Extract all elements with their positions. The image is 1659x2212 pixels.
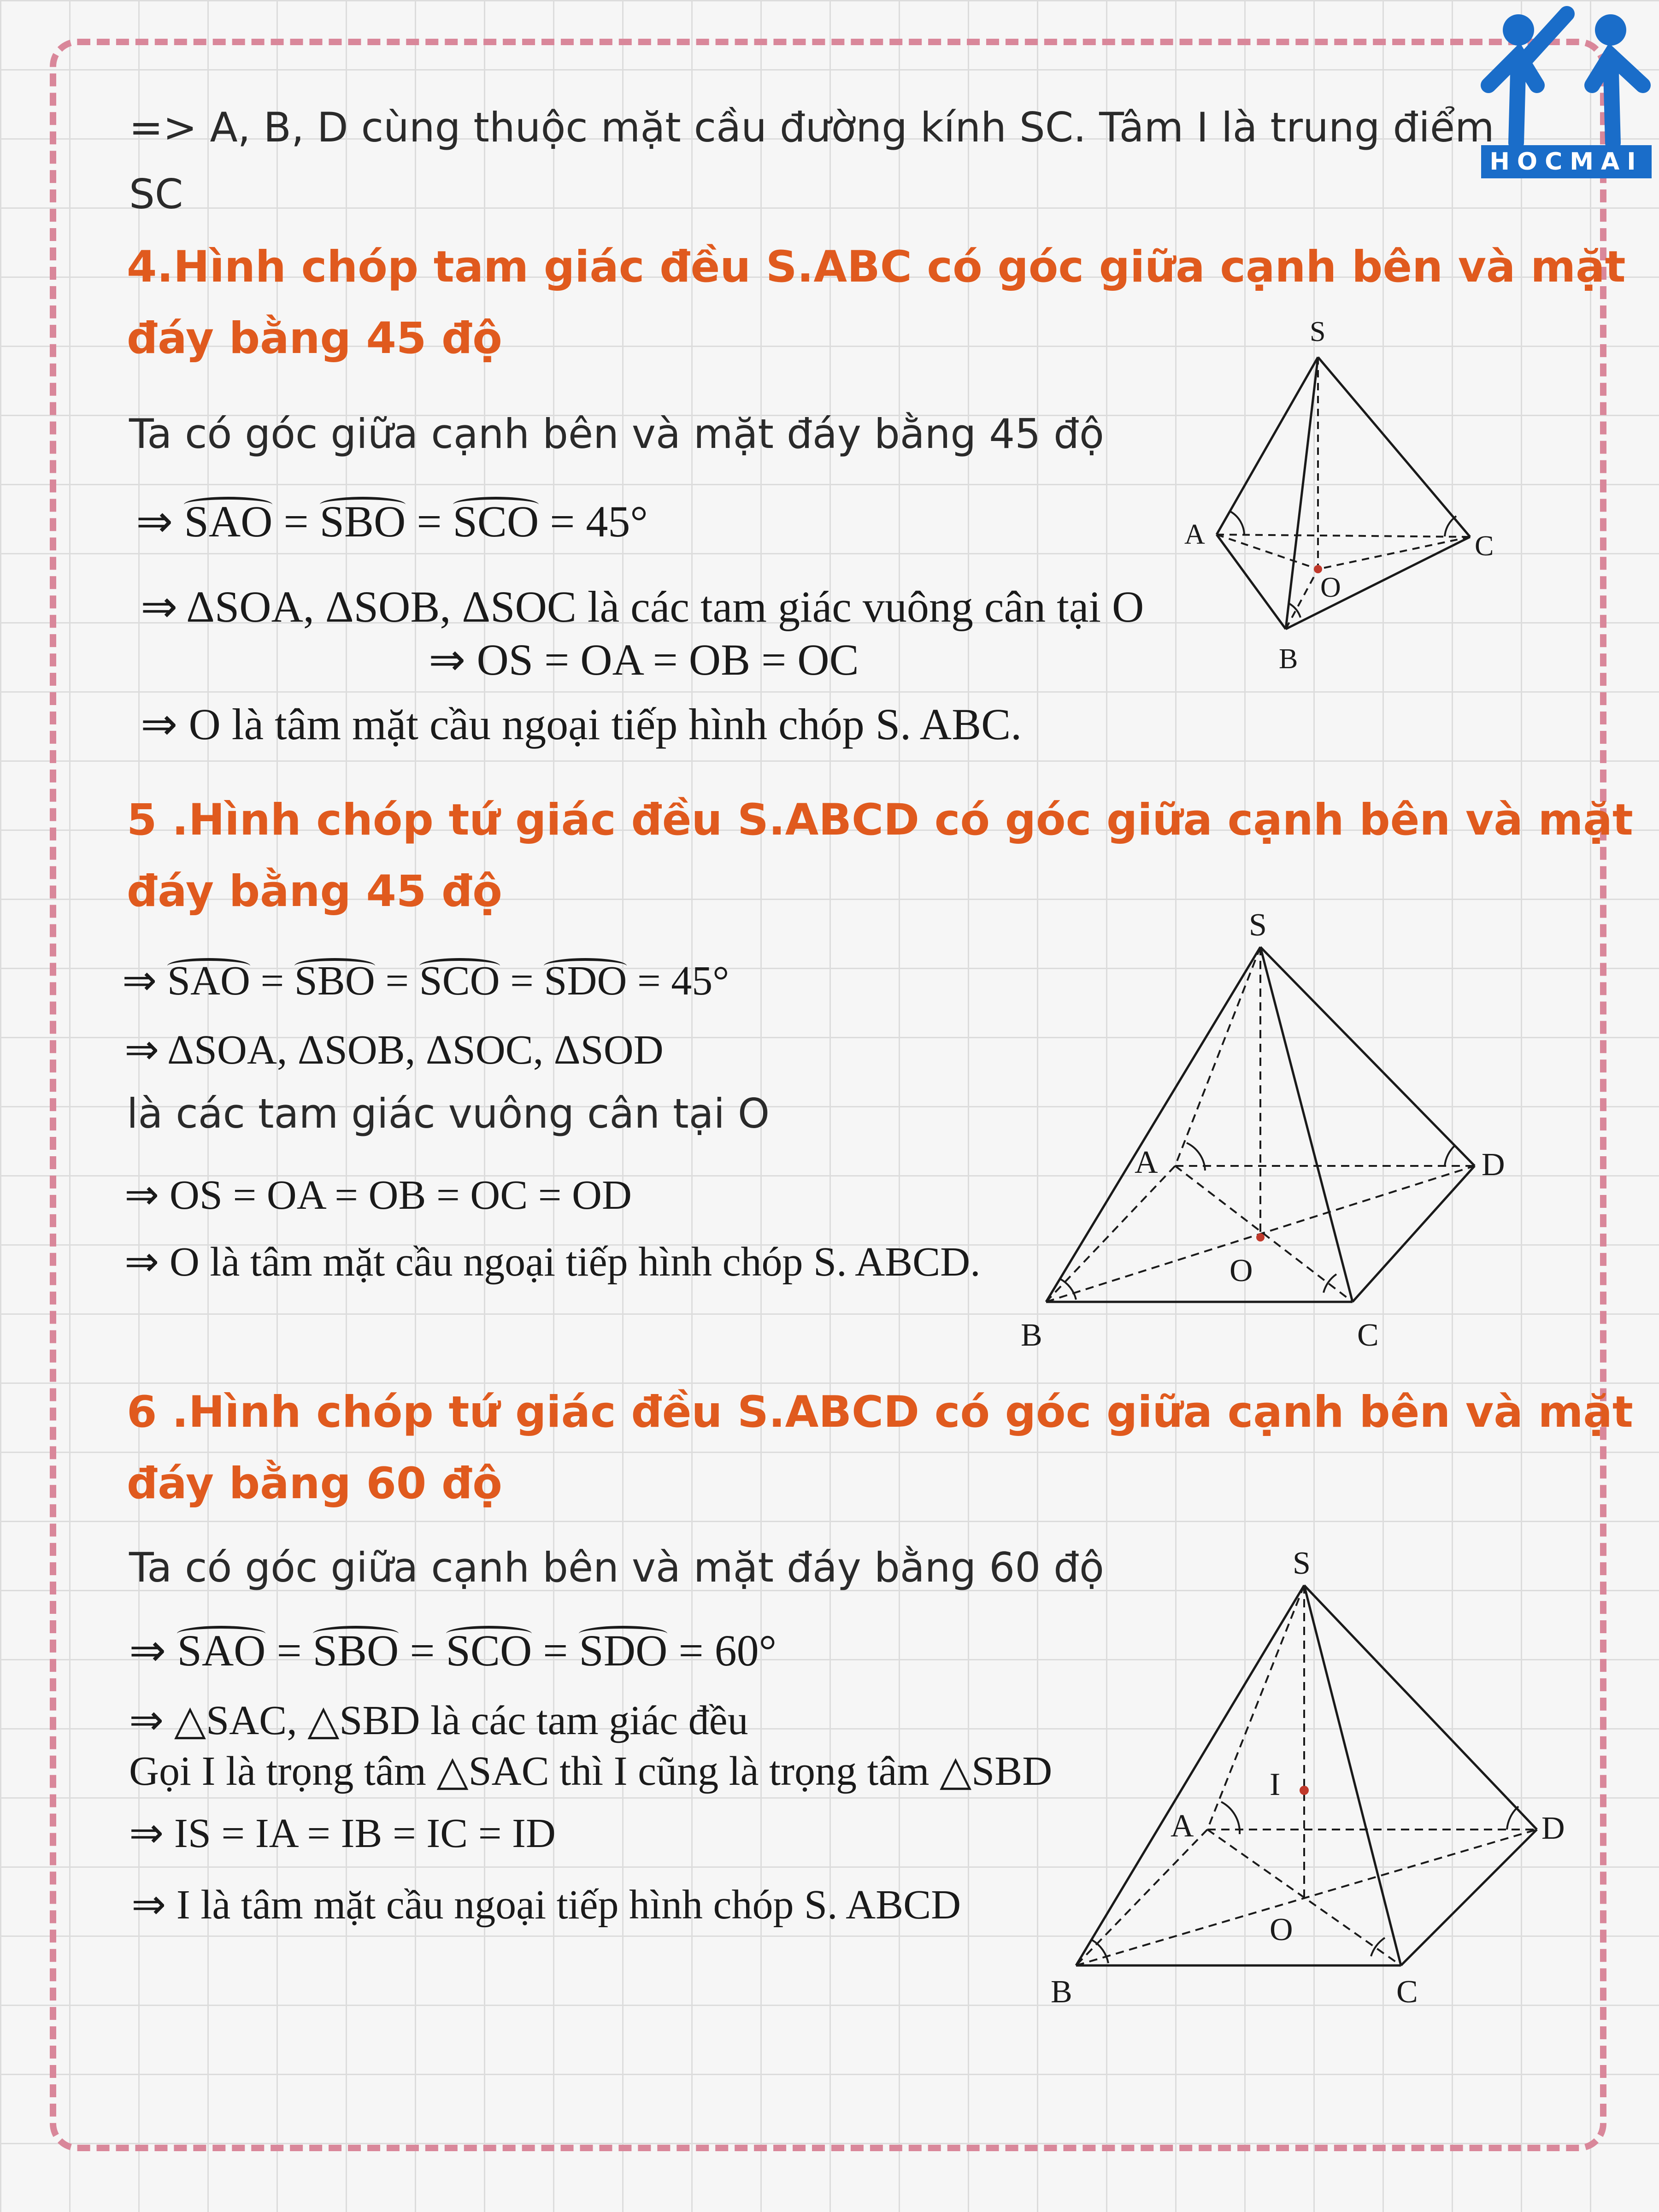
centroid-i-label: I — [1270, 1767, 1281, 1802]
vertex-s-label: S — [1310, 316, 1326, 347]
vertex-b-label: B — [1051, 1974, 1072, 2010]
vertex-o-label: O — [1230, 1253, 1253, 1288]
section-5-line-3: là các tam giác vuông cân tại O — [127, 1090, 770, 1137]
angle-sco: SCO — [446, 1626, 532, 1675]
section-4-heading-cont: đáy bằng 45 độ — [127, 313, 502, 364]
angle-sbo: SBO — [319, 497, 406, 546]
section-6-heading-cont: đáy bằng 60 độ — [127, 1459, 502, 1509]
section-5-heading: 5 .Hình chóp tứ giác đều S.ABCD có góc giữa cạnh bên và mặt — [127, 795, 1633, 845]
section-6-line-6: ⇒ I là tâm mặt cầu ngoại tiếp hình chóp S. ABCD — [131, 1882, 961, 1928]
vertex-c-label: C — [1396, 1974, 1418, 2010]
section-4-line-1: Ta có góc giữa cạnh bên và mặt đáy bằng 45 độ — [129, 410, 1104, 458]
section-5-angle-equation: ⇒ SAO = SBO = SCO = SDO = 45° — [122, 958, 729, 1004]
vertex-s-label: S — [1249, 907, 1267, 943]
vertex-s-label: S — [1293, 1546, 1311, 1581]
vertex-d-label: D — [1541, 1811, 1565, 1846]
vertex-b-label: B — [1021, 1318, 1042, 1353]
angle-sco: SCO — [419, 958, 500, 1004]
section-6-line-1: Ta có góc giữa cạnh bên và mặt đáy bằng 60 độ — [129, 1544, 1104, 1591]
figure-square-pyramid-60 — [1041, 1539, 1565, 2010]
section-4-line-3: ⇒ ΔSOA, ΔSOB, ΔSOC là các tam giác vuông cân tại O — [141, 582, 1144, 631]
vertex-d-label: D — [1482, 1147, 1505, 1182]
section-5-line-5: ⇒ O là tâm mặt cầu ngoại tiếp hình chóp S. ABCD. — [124, 1239, 981, 1285]
section-6-angle-equation: ⇒ SAO = SBO = SCO = SDO = 60° — [129, 1626, 777, 1675]
figure-square-pyramid-45 — [1014, 894, 1544, 1359]
vertex-o-label: O — [1320, 572, 1341, 603]
section-4-line-5: ⇒ O là tâm mặt cầu ngoại tiếp hình chóp S. ABC. — [141, 700, 1022, 749]
intro-line-1: => A, B, D cùng thuộc mặt cầu đường kính SC. Tâm I là trung điểm — [129, 104, 1494, 151]
section-6-line-5: ⇒ IS = IA = IB = IC = ID — [129, 1811, 556, 1856]
vertex-b-label: B — [1279, 643, 1298, 675]
vertex-c-label: C — [1475, 530, 1494, 562]
angle-sco: SCO — [453, 497, 539, 546]
angle-sao: SAO — [184, 497, 273, 546]
angle-sao: SAO — [177, 1626, 266, 1675]
angle-sao: SAO — [167, 958, 250, 1004]
section-4-angle-equation: ⇒ SAO = SBO = SCO = 45° — [136, 497, 648, 546]
figure-triangular-pyramid — [1180, 313, 1502, 682]
vertex-c-label: C — [1357, 1318, 1379, 1353]
section-5-line-2: ⇒ ΔSOA, ΔSOB, ΔSOC, ΔSOD — [124, 1027, 664, 1073]
section-4-heading: 4.Hình chóp tam giác đều S.ABC có góc giữa cạnh bên và mặt — [127, 242, 1626, 292]
section-4-line-4: ⇒ OS = OA = OB = OC — [429, 635, 859, 684]
section-5-line-4: ⇒ OS = OA = OB = OC = OD — [124, 1172, 632, 1218]
angle-sbo: SBO — [294, 958, 375, 1004]
section-6-heading: 6 .Hình chóp tứ giác đều S.ABCD có góc giữa cạnh bên và mặt — [127, 1387, 1633, 1437]
vertex-a-label: A — [1135, 1145, 1158, 1180]
angle-sbo: SBO — [312, 1626, 399, 1675]
section-6-line-3: ⇒ △SAC, △SBD là các tam giác đều — [129, 1698, 748, 1743]
vertex-o-label: O — [1270, 1912, 1293, 1947]
vertex-a-label: A — [1171, 1808, 1194, 1844]
vertex-a-label: A — [1184, 519, 1205, 550]
section-5-heading-cont: đáy bằng 45 độ — [127, 866, 502, 917]
intro-line-2: SC — [129, 171, 183, 218]
angle-sdo: SDO — [579, 1626, 668, 1675]
angle-sdo: SDO — [544, 958, 627, 1004]
section-6-line-4: Gọi I là trọng tâm △SAC thì I cũng là trọng tâm △SBD — [129, 1748, 1053, 1794]
hocmai-logo-text: HOCMAI — [1481, 145, 1652, 178]
